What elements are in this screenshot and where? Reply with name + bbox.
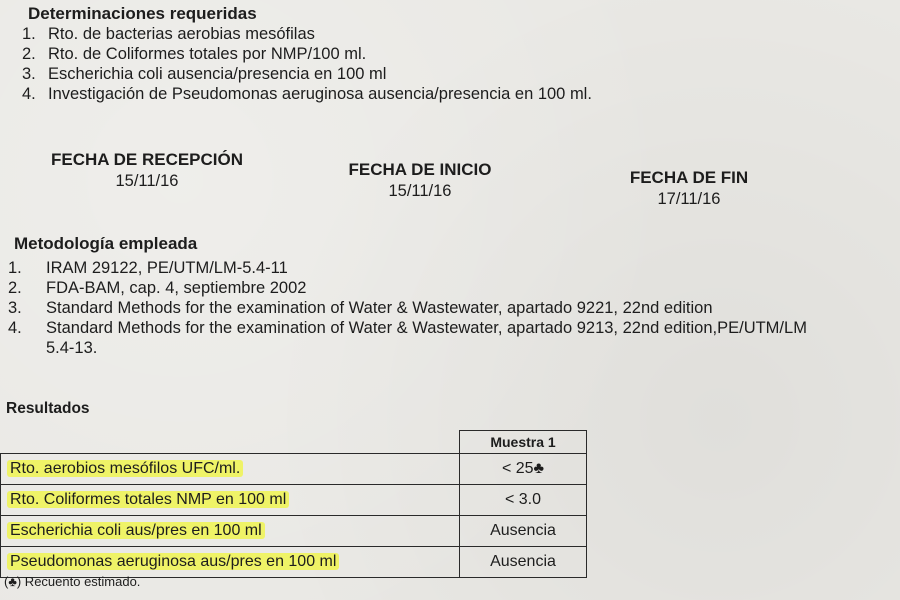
- metodologia-list: [8, 258, 807, 358]
- fecha-fin-value: 17/11/16: [657, 190, 721, 208]
- param-cell: [1, 485, 460, 516]
- fecha-fin: [622, 168, 756, 209]
- param-cell: [1, 547, 460, 578]
- list-item: 4. Standard Methods for the examination of Water & Wastewater, apartado 9213, 22nd edition,PE/UTM/LM: [8, 319, 807, 337]
- list-item: 1. Rto. de bacterias aerobias mesófilas: [22, 25, 315, 43]
- results-table: [0, 430, 587, 578]
- value-cell: Ausencia: [460, 547, 587, 578]
- fecha-inicio-value: 15/11/16: [388, 182, 452, 200]
- fecha-inicio: [340, 160, 500, 201]
- list-item: 3. Escherichia coli ausencia/presencia en 100 ml: [22, 65, 387, 83]
- table-header-empty: [1, 431, 460, 454]
- fecha-fin-label: FECHA DE FIN: [629, 168, 749, 187]
- value-cell: < 25♣: [460, 454, 587, 485]
- value-cell: Ausencia: [460, 516, 587, 547]
- metodologia-title: Metodología empleada: [14, 234, 198, 253]
- param-cell: [1, 516, 460, 547]
- table-row: [1, 516, 587, 547]
- highlighted-text: Rto. Coliformes totales NMP en 100 ml: [7, 491, 289, 508]
- determinaciones-list: [22, 24, 592, 104]
- fecha-recepcion-value: 15/11/16: [115, 172, 179, 190]
- highlighted-text: Rto. aerobios mesófilos UFC/ml.: [7, 460, 243, 477]
- fecha-recepcion: [44, 150, 250, 191]
- table-row: [1, 547, 587, 578]
- table-header-row: [1, 431, 587, 454]
- value-cell: < 3.0: [460, 485, 587, 516]
- footnote: (♣) Recuento estimado.: [4, 574, 141, 589]
- list-item: 2. FDA-BAM, cap. 4, septiembre 2002: [8, 279, 307, 297]
- highlighted-text: Pseudomonas aeruginosa aus/pres en 100 ml: [7, 553, 339, 570]
- list-item: 2. Rto. de Coliformes totales por NMP/100 ml.: [22, 45, 367, 63]
- fecha-recepcion-label: FECHA DE RECEPCIÓN: [50, 150, 244, 169]
- fecha-inicio-label: FECHA DE INICIO: [348, 160, 492, 179]
- column-header: Muestra 1: [460, 431, 587, 454]
- table-row: [1, 485, 587, 516]
- determinaciones-title: Determinaciones requeridas: [28, 4, 257, 23]
- highlighted-text: Escherichia coli aus/pres en 100 ml: [7, 522, 265, 539]
- table-row: [1, 454, 587, 485]
- param-cell: [1, 454, 460, 485]
- list-item: 3. Standard Methods for the examination of Water & Wastewater, apartado 9221, 22nd edition: [8, 299, 713, 317]
- list-item: 4. Investigación de Pseudomonas aeruginosa ausencia/presencia en 100 ml.: [22, 85, 592, 103]
- list-item: 1. IRAM 29122, PE/UTM/LM-5.4-11: [8, 259, 288, 277]
- resultados-title: Resultados: [6, 400, 90, 417]
- list-item-continuation: 5.4-13.: [46, 339, 98, 357]
